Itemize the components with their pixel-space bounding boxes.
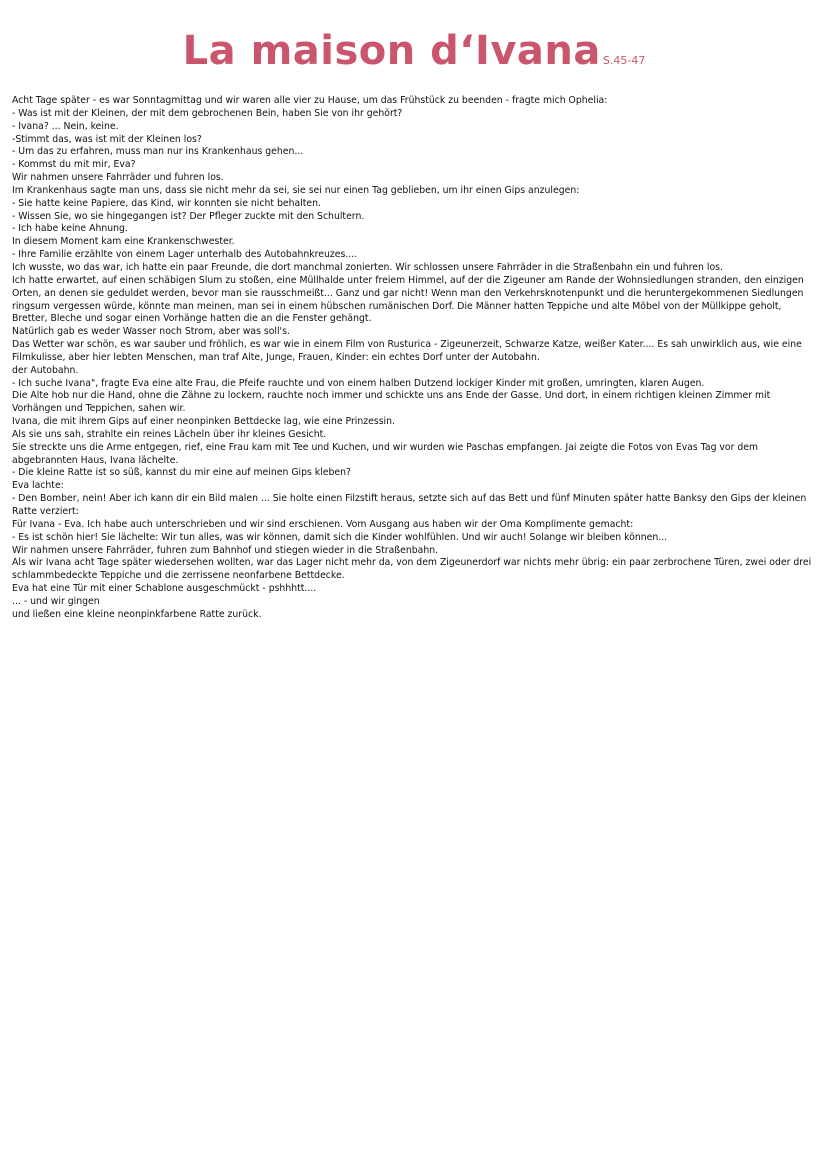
- paragraph: Sie streckte uns die Arme entgegen, rief, eine Frau kam mit Tee und Kuchen, und wir wurden wie Paschas empfangen. Jai zeigte die Fotos von Evas Tag vor dem abgebrannten Haus, Ivana lächelte.: [12, 441, 759, 466]
- paragraph: und ließen eine kleine neonpinkfarbene Ratte zurück.: [12, 608, 262, 620]
- paragraph: - Ivana? ... Nein, keine.: [12, 120, 119, 132]
- paragraph: - Ihre Familie erzählte von einem Lager unterhalb des Autobahnkreuzes....: [12, 249, 358, 261]
- paragraph: In diesem Moment kam eine Krankenschwester.: [12, 236, 235, 248]
- paragraph: Ich hatte erwartet, auf einen schäbigen Slum zu stoßen, eine Müllhalde unter freiem Himmel, auf der die Zigeuner am Rande der Wohnsiedlungen stranden, den einzigen Orten, an denen sie geduldet werden, bevor man sie rausschmeißt... Ganz und gar nicht! Wenn man den Verkehrsknotenpunkt und die heruntergekommenen Siedlungen ringsum vergessen würde, könnte man meinen, man sei in einem hübschen rumänischen Dorf. Die Männer hatten Teppiche und alte Möbel von der Müllkippe geholt, Bretter, Bleche und sogar einen Vorhänge hatten die an die Fenster gehängt.: [12, 274, 804, 325]
- story-text: [12, 95, 816, 622]
- title-row: [0, 28, 828, 74]
- paragraph: Das Wetter war schön, es war sauber und fröhlich, es war wie in einem Film von Rusturica - Zigeunerzeit, Schwarze Katze, weißer Kater.... Es sah unwirklich aus, wie eine Filmkulisse, aber hier lebten Menschen, man traf Alte, Junge, Frauen, Kinder: ein echtes Dorf unter der Autobahn.: [12, 339, 802, 363]
- paragraph: - Um das zu erfahren, muss man nur ins Krankenhaus gehen...: [12, 146, 304, 158]
- paragraph: Als wir Ivana acht Tage später wiedersehen wollten, war das Lager nicht mehr da, von dem Zigeunerdorf war nichts mehr übrig: ein paar zerbrochene Türen, zwei oder drei schlammbedeckte Teppiche und die zerrissene neonfarbene Bettdecke.: [12, 557, 812, 582]
- paragraph: - Kommst du mit mir, Eva?: [12, 159, 136, 171]
- paragraph: Wir nahmen unsere Fahrräder, fuhren zum Bahnhof und stiegen wieder in die Straßenbahn.: [12, 544, 439, 556]
- paragraph: -Stimmt das, was ist mit der Kleinen los?: [12, 133, 202, 145]
- paragraph: Im Krankenhaus sagte man uns, dass sie nicht mehr da sei, sie sei nur einen Tag geblieben, um ihr einen Gips anzulegen:: [12, 184, 580, 196]
- page-title: La maison d‘Ivana: [182, 28, 601, 74]
- paragraph: - Ich habe keine Ahnung.: [12, 223, 128, 235]
- paragraph: Als sie uns sah, strahlte ein reines Lächeln über ihr kleines Gesicht.: [12, 428, 327, 440]
- page-reference: S.45-47: [602, 54, 646, 67]
- paragraph: - Wissen Sie, wo sie hingegangen ist? Der Pfleger zuckte mit den Schultern.: [12, 210, 365, 222]
- paragraph: Acht Tage später - es war Sonntagmittag und wir waren alle vier zu Hause, um das Frühstück zu beenden - fragte mich Ophelia:: [12, 95, 608, 106]
- paragraph: Ich wusste, wo das war, ich hatte ein paar Freunde, die dort manchmal zonierten. Wir schlossen unsere Fahrräder in die Straßenbahn ein und fuhren los.: [12, 261, 723, 273]
- paragraph: ... - und wir gingen: [12, 595, 100, 607]
- paragraph: Wir nahmen unsere Fahrräder und fuhren los.: [12, 172, 224, 184]
- paragraph: Eva lachte:: [12, 480, 64, 492]
- paragraph: - Ich suche Ivana", fragte Eva eine alte Frau, die Pfeife rauchte und von einem halben Dutzend lockiger Kinder mit großen, umringten, klaren Augen.: [12, 377, 705, 389]
- paragraph: - Den Bomber, nein! Aber ich kann dir ein Bild malen ... Sie holte einen Filzstift heraus, setzte sich auf das Bett und fünf Minuten später hatte Banksy den Gips der kleinen Ratte verziert:: [12, 493, 807, 517]
- paragraph: - Was ist mit der Kleinen, der mit dem gebrochenen Bein, haben Sie von ihr gehört?: [12, 107, 403, 119]
- paragraph: Für Ivana - Eva. Ich habe auch unterschrieben und wir sind erschienen. Vom Ausgang aus haben wir der Oma Komplimente gemacht:: [12, 518, 634, 530]
- paragraph: - Sie hatte keine Papiere, das Kind, wir konnten sie nicht behalten.: [12, 197, 321, 209]
- paragraph: - Es ist schön hier! Sie lächelte: Wir tun alles, was wir können, damit sich die Kinder wohlfühlen. Und wir auch! Solange wir bleiben können...: [12, 531, 668, 543]
- paragraph: - Die kleine Ratte ist so süß, kannst du mir eine auf meinen Gips kleben?: [12, 467, 351, 479]
- paragraph: Eva hat eine Tür mit einer Schablone ausgeschmückt - pshhhtt....: [12, 583, 317, 595]
- paragraph: Die Alte hob nur die Hand, ohne die Zähne zu lockern, rauchte noch immer und schickte uns ans Ende der Gasse. Und dort, in einem richtigen kleinen Zimmer mit Vorhängen und Teppichen, sahen wir.: [12, 390, 771, 415]
- paragraph: Natürlich gab es weder Wasser noch Strom, aber was soll's.: [12, 326, 290, 338]
- paragraph: der Autobahn.: [12, 364, 79, 376]
- paragraph: Ivana, die mit ihrem Gips auf einer neonpinken Bettdecke lag, wie eine Prinzessin.: [12, 416, 395, 428]
